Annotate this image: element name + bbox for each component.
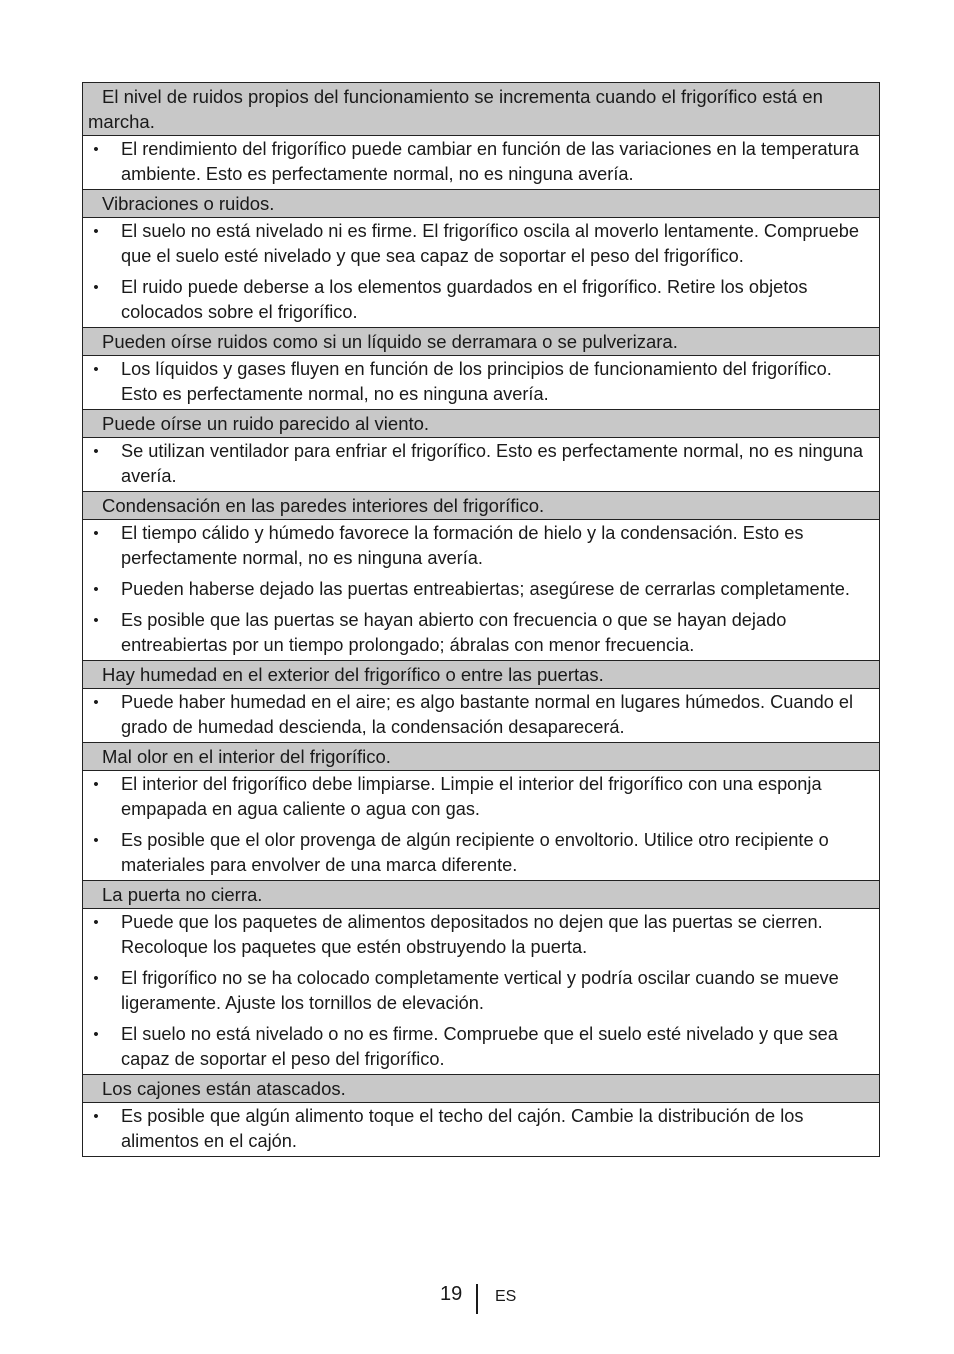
problem-header: El nivel de ruidos propios del funcionamiento se incrementa cuando el frigorífico está en marcha. (83, 83, 879, 136)
list-item (83, 690, 871, 740)
problem-header: La puerta no cierra. (83, 881, 879, 909)
list-item (83, 966, 871, 1016)
list-item (83, 772, 871, 822)
problem-header: Los cajones están atascados. (83, 1075, 879, 1103)
problem-header: Hay humedad en el exterior del frigorífico o entre las puertas. (83, 661, 879, 689)
solutions-list (83, 218, 879, 328)
solutions-list (83, 356, 879, 410)
bullet-icon: • (93, 279, 99, 296)
solutions-list (83, 1103, 879, 1157)
list-item-text: Puede que los paquetes de alimentos depositados no dejen que las puertas se cierren. Recoloque los paquetes que estén obstruyendo la puerta. (121, 912, 823, 957)
solutions-list (83, 689, 879, 743)
solutions-list (83, 136, 879, 190)
list-item (83, 439, 871, 489)
problem-header: Pueden oírse ruidos como si un líquido se derramara o se pulverizara. (83, 328, 879, 356)
list-item (83, 1104, 871, 1154)
bullet-icon: • (93, 1026, 99, 1043)
page-number: 19 (440, 1283, 463, 1305)
list-item-text: Los líquidos y gases fluyen en función de los principios de funcionamiento del frigorífico. Esto es perfectamente normal, no es ninguna avería. (121, 359, 832, 404)
solutions-list (83, 771, 879, 881)
page-footer (0, 1276, 954, 1316)
bullet-icon: • (93, 141, 99, 158)
bullet-icon: • (93, 443, 99, 460)
troubleshooting-table (82, 82, 880, 1157)
bullet-icon: • (93, 612, 99, 629)
list-item-text: El suelo no está nivelado ni es firme. El frigorífico oscila al moverlo lentamente. Compruebe que el suelo esté nivelado y que sea capaz de soportar el peso del frigorífico. (121, 221, 859, 266)
list-item-text: El ruido puede deberse a los elementos guardados en el frigorífico. Retire los objetos colocados sobre el frigorífico. (121, 277, 808, 322)
list-item (83, 608, 871, 658)
solutions-list (83, 520, 879, 661)
bullet-icon: • (93, 694, 99, 711)
list-item (83, 521, 871, 571)
bullet-icon: • (93, 525, 99, 542)
list-item-text: Es posible que las puertas se hayan abierto con frecuencia o que se hayan dejado entreabiertas por un tiempo prolongado; ábralas con menor frecuencia. (121, 610, 787, 655)
list-item (83, 275, 871, 325)
bullet-icon: • (93, 914, 99, 931)
bullet-icon: • (93, 970, 99, 987)
list-item (83, 137, 871, 187)
list-item-text: El frigorífico no se ha colocado completamente vertical y podría oscilar cuando se mueve ligeramente. Ajuste los tornillos de elevación. (121, 968, 839, 1013)
solutions-list (83, 438, 879, 492)
bullet-icon: • (93, 832, 99, 849)
problem-header: Puede oírse un ruido parecido al viento. (83, 410, 879, 438)
solutions-list (83, 909, 879, 1075)
list-item-text: El tiempo cálido y húmedo favorece la formación de hielo y la condensación. Esto es perfectamente normal, no es ninguna avería. (121, 523, 804, 568)
list-item (83, 1022, 871, 1072)
list-item (83, 577, 871, 602)
problem-header: Condensación en las paredes interiores del frigorífico. (83, 492, 879, 520)
list-item-text: El interior del frigorífico debe limpiarse. Limpie el interior del frigorífico con una esponja empapada en agua caliente o agua con gas. (121, 774, 822, 819)
list-item-text: Se utilizan ventilador para enfriar el frigorífico. Esto es perfectamente normal, no es ninguna avería. (121, 441, 864, 486)
list-item (83, 357, 871, 407)
list-item (83, 219, 871, 269)
list-item-text: El suelo no está nivelado o no es firme. Compruebe que el suelo esté nivelado y que sea capaz de soportar el peso del frigorífico. (121, 1024, 838, 1069)
problem-header: Mal olor en el interior del frigorífico. (83, 743, 879, 771)
footer-divider (476, 1284, 478, 1314)
list-item-text: Pueden haberse dejado las puertas entreabiertas; asegúrese de cerrarlas completamente. (121, 579, 850, 599)
list-item (83, 828, 871, 878)
list-item (83, 910, 871, 960)
list-item-text: Puede haber humedad en el aire; es algo bastante normal en lugares húmedos. Cuando el grado de humedad descienda, la condensación desaparecerá. (121, 692, 854, 737)
problem-header: Vibraciones o ruidos. (83, 190, 879, 218)
language-code: ES (495, 1288, 517, 1305)
bullet-icon: • (93, 776, 99, 793)
bullet-icon: • (93, 1108, 99, 1125)
bullet-icon: • (93, 223, 99, 240)
list-item-text: Es posible que el olor provenga de algún recipiente o envoltorio. Utilice otro recipiente o materiales para envolver de una marca diferente. (121, 830, 829, 875)
bullet-icon: • (93, 361, 99, 378)
bullet-icon: • (93, 581, 99, 598)
list-item-text: El rendimiento del frigorífico puede cambiar en función de las variaciones en la temperatura ambiente. Esto es perfectamente normal, no es ninguna avería. (121, 139, 860, 184)
list-item-text: Es posible que algún alimento toque el techo del cajón. Cambie la distribución de los alimentos en el cajón. (121, 1106, 804, 1151)
